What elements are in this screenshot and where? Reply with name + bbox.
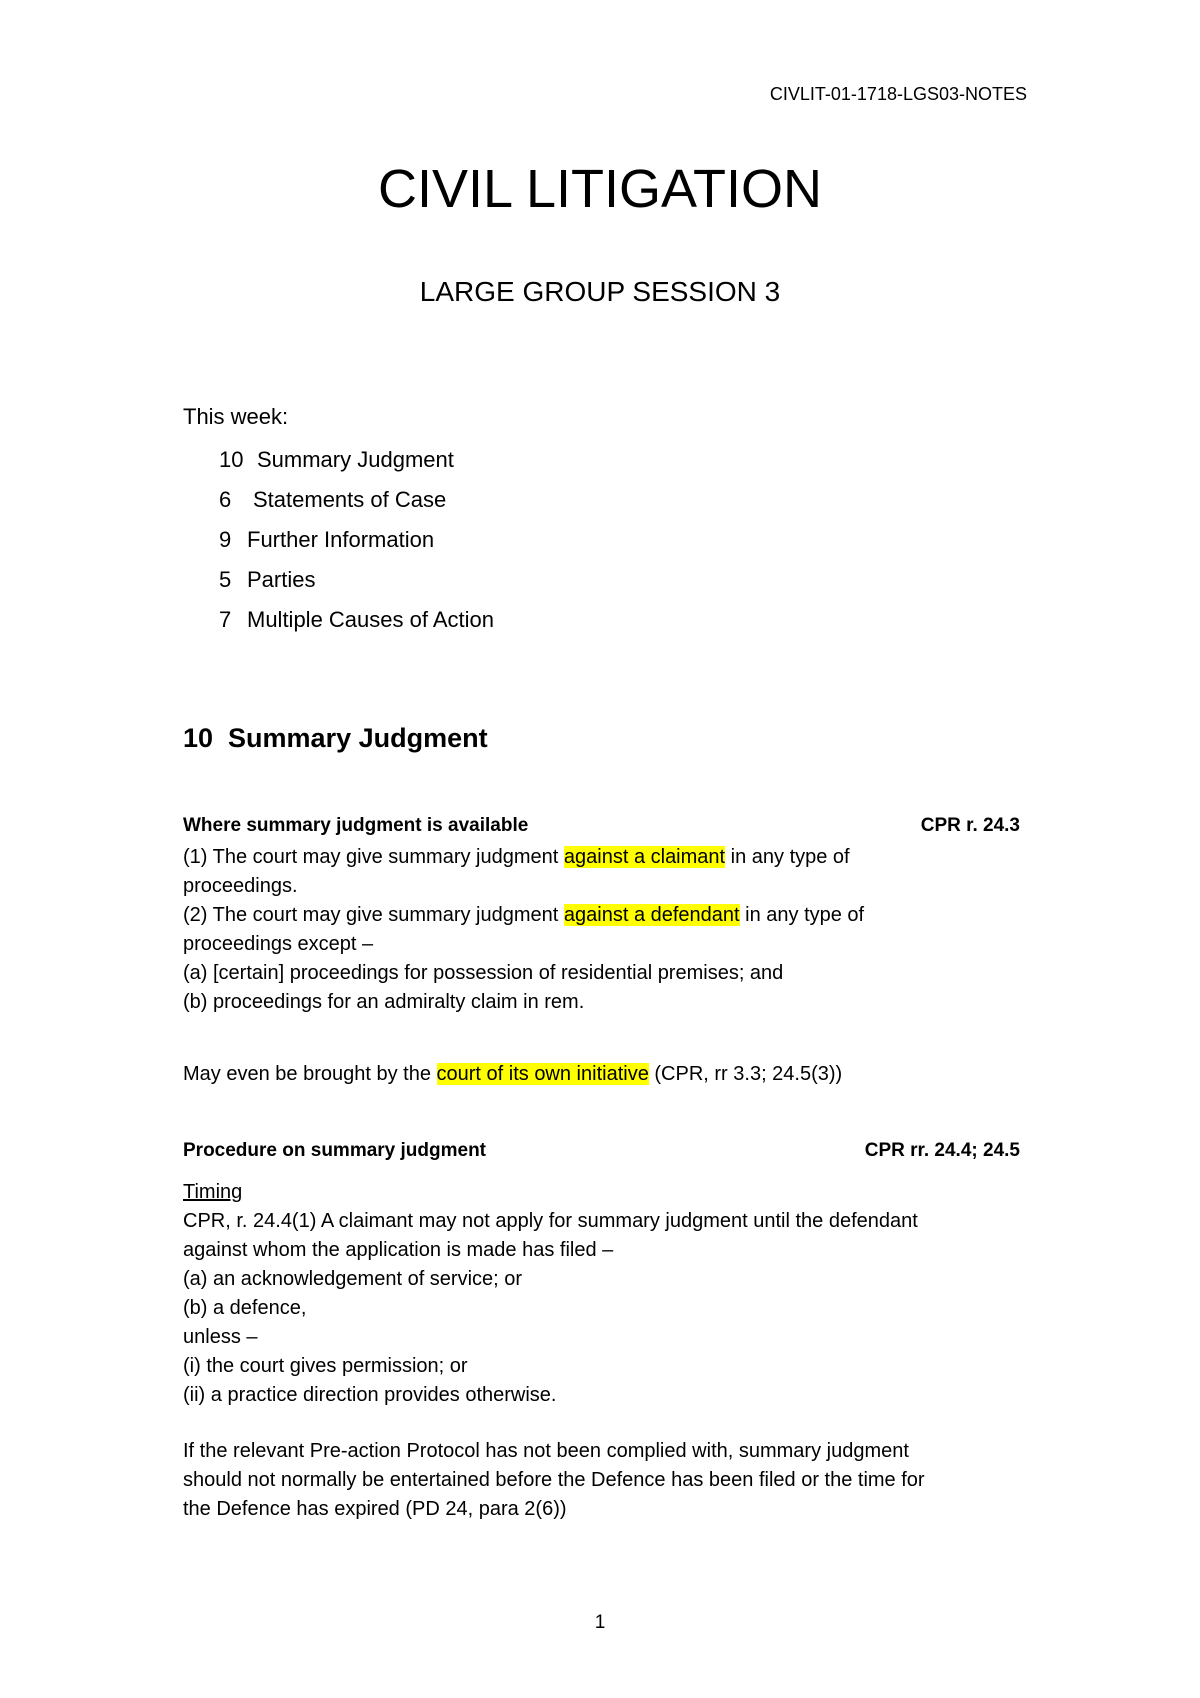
timing-line: CPR, r. 24.4(1) A claimant may not apply for summary judgment until the defendant (183, 1210, 918, 1232)
list-item (219, 600, 494, 640)
document-subtitle: LARGE GROUP SESSION 3 (419, 276, 781, 307)
timing-line: (a) an acknowledgement of service; or (183, 1268, 523, 1290)
this-week-list (219, 440, 494, 640)
note-line: should not normally be entertained before the Defence has been filed or the time for (183, 1469, 925, 1491)
timing-line: (ii) a practice direction provides otherwise. (183, 1384, 557, 1406)
list-item (219, 440, 494, 480)
highlight-own-initiative: court of its own initiative (436, 1063, 649, 1085)
rule-line (183, 901, 1033, 930)
note-line: the Defence has expired (PD 24, para 2(6)) (183, 1498, 567, 1520)
timing-label: Timing (183, 1181, 243, 1203)
pre-action-note (183, 1437, 1033, 1524)
list-item-text: Summary Judgment (257, 447, 454, 472)
list-item-text: Parties (247, 567, 316, 592)
page-number: 1 (594, 1612, 606, 1633)
document-code: CIVLIT-01-1718-LGS03-NOTES (769, 84, 1027, 104)
availability-heading: Where summary judgment is available (183, 815, 529, 836)
rule-text: (2) The court may give summary judgment (183, 904, 564, 926)
initiative-line (183, 1060, 1033, 1089)
list-item-number: 7 (219, 607, 232, 632)
initiative-text: (CPR, rr 3.3; 24.5(3)) (648, 1063, 843, 1085)
rule-line: proceedings. (183, 875, 298, 897)
list-item-number: 9 (219, 527, 232, 552)
list-item (219, 520, 494, 560)
list-item-text: Multiple Causes of Action (247, 607, 495, 632)
rule-text: in any type of (725, 846, 850, 868)
rule-line: proceedings except – (183, 933, 374, 955)
availability-rules (183, 843, 1033, 1017)
list-item-number: 6 (219, 487, 232, 512)
timing-line: against whom the application is made has filed – (183, 1239, 614, 1261)
timing-line: (b) a defence, (183, 1297, 307, 1319)
initiative-text: May even be brought by the (183, 1063, 437, 1085)
highlight-against-defendant: against a defendant (563, 904, 740, 926)
timing-line: unless – (183, 1326, 258, 1348)
timing-line: (i) the court gives permission; or (183, 1355, 468, 1377)
list-item-number: 5 (219, 567, 232, 592)
list-item (219, 560, 494, 600)
availability-rule-ref: CPR r. 24.3 (920, 815, 1020, 836)
rule-text: in any type of (739, 904, 865, 926)
highlight-against-claimant: against a claimant (563, 846, 726, 868)
note-line: If the relevant Pre-action Protocol has not been complied with, summary judgment (183, 1440, 909, 1462)
rule-line: (b) proceedings for an admiralty claim in rem. (183, 991, 585, 1013)
procedure-timing (183, 1178, 1033, 1410)
rule-line (183, 843, 1033, 872)
procedure-rule-ref: CPR rr. 24.4; 24.5 (864, 1140, 1020, 1161)
list-item (219, 480, 494, 520)
list-item-text: Statements of Case (253, 487, 447, 512)
rule-line: (a) [certain] proceedings for possession of residential premises; and (183, 962, 784, 984)
document-title: CIVIL LITIGATION (377, 159, 823, 219)
this-week-label: This week: (183, 404, 289, 429)
procedure-heading: Procedure on summary judgment (183, 1140, 487, 1161)
list-item-text: Further Information (247, 527, 435, 552)
rule-text: (1) The court may give summary judgment (183, 846, 564, 868)
list-item-number: 10 (219, 447, 244, 472)
section-heading: 10 Summary Judgment (183, 723, 488, 753)
initiative-paragraph (183, 1060, 1033, 1089)
